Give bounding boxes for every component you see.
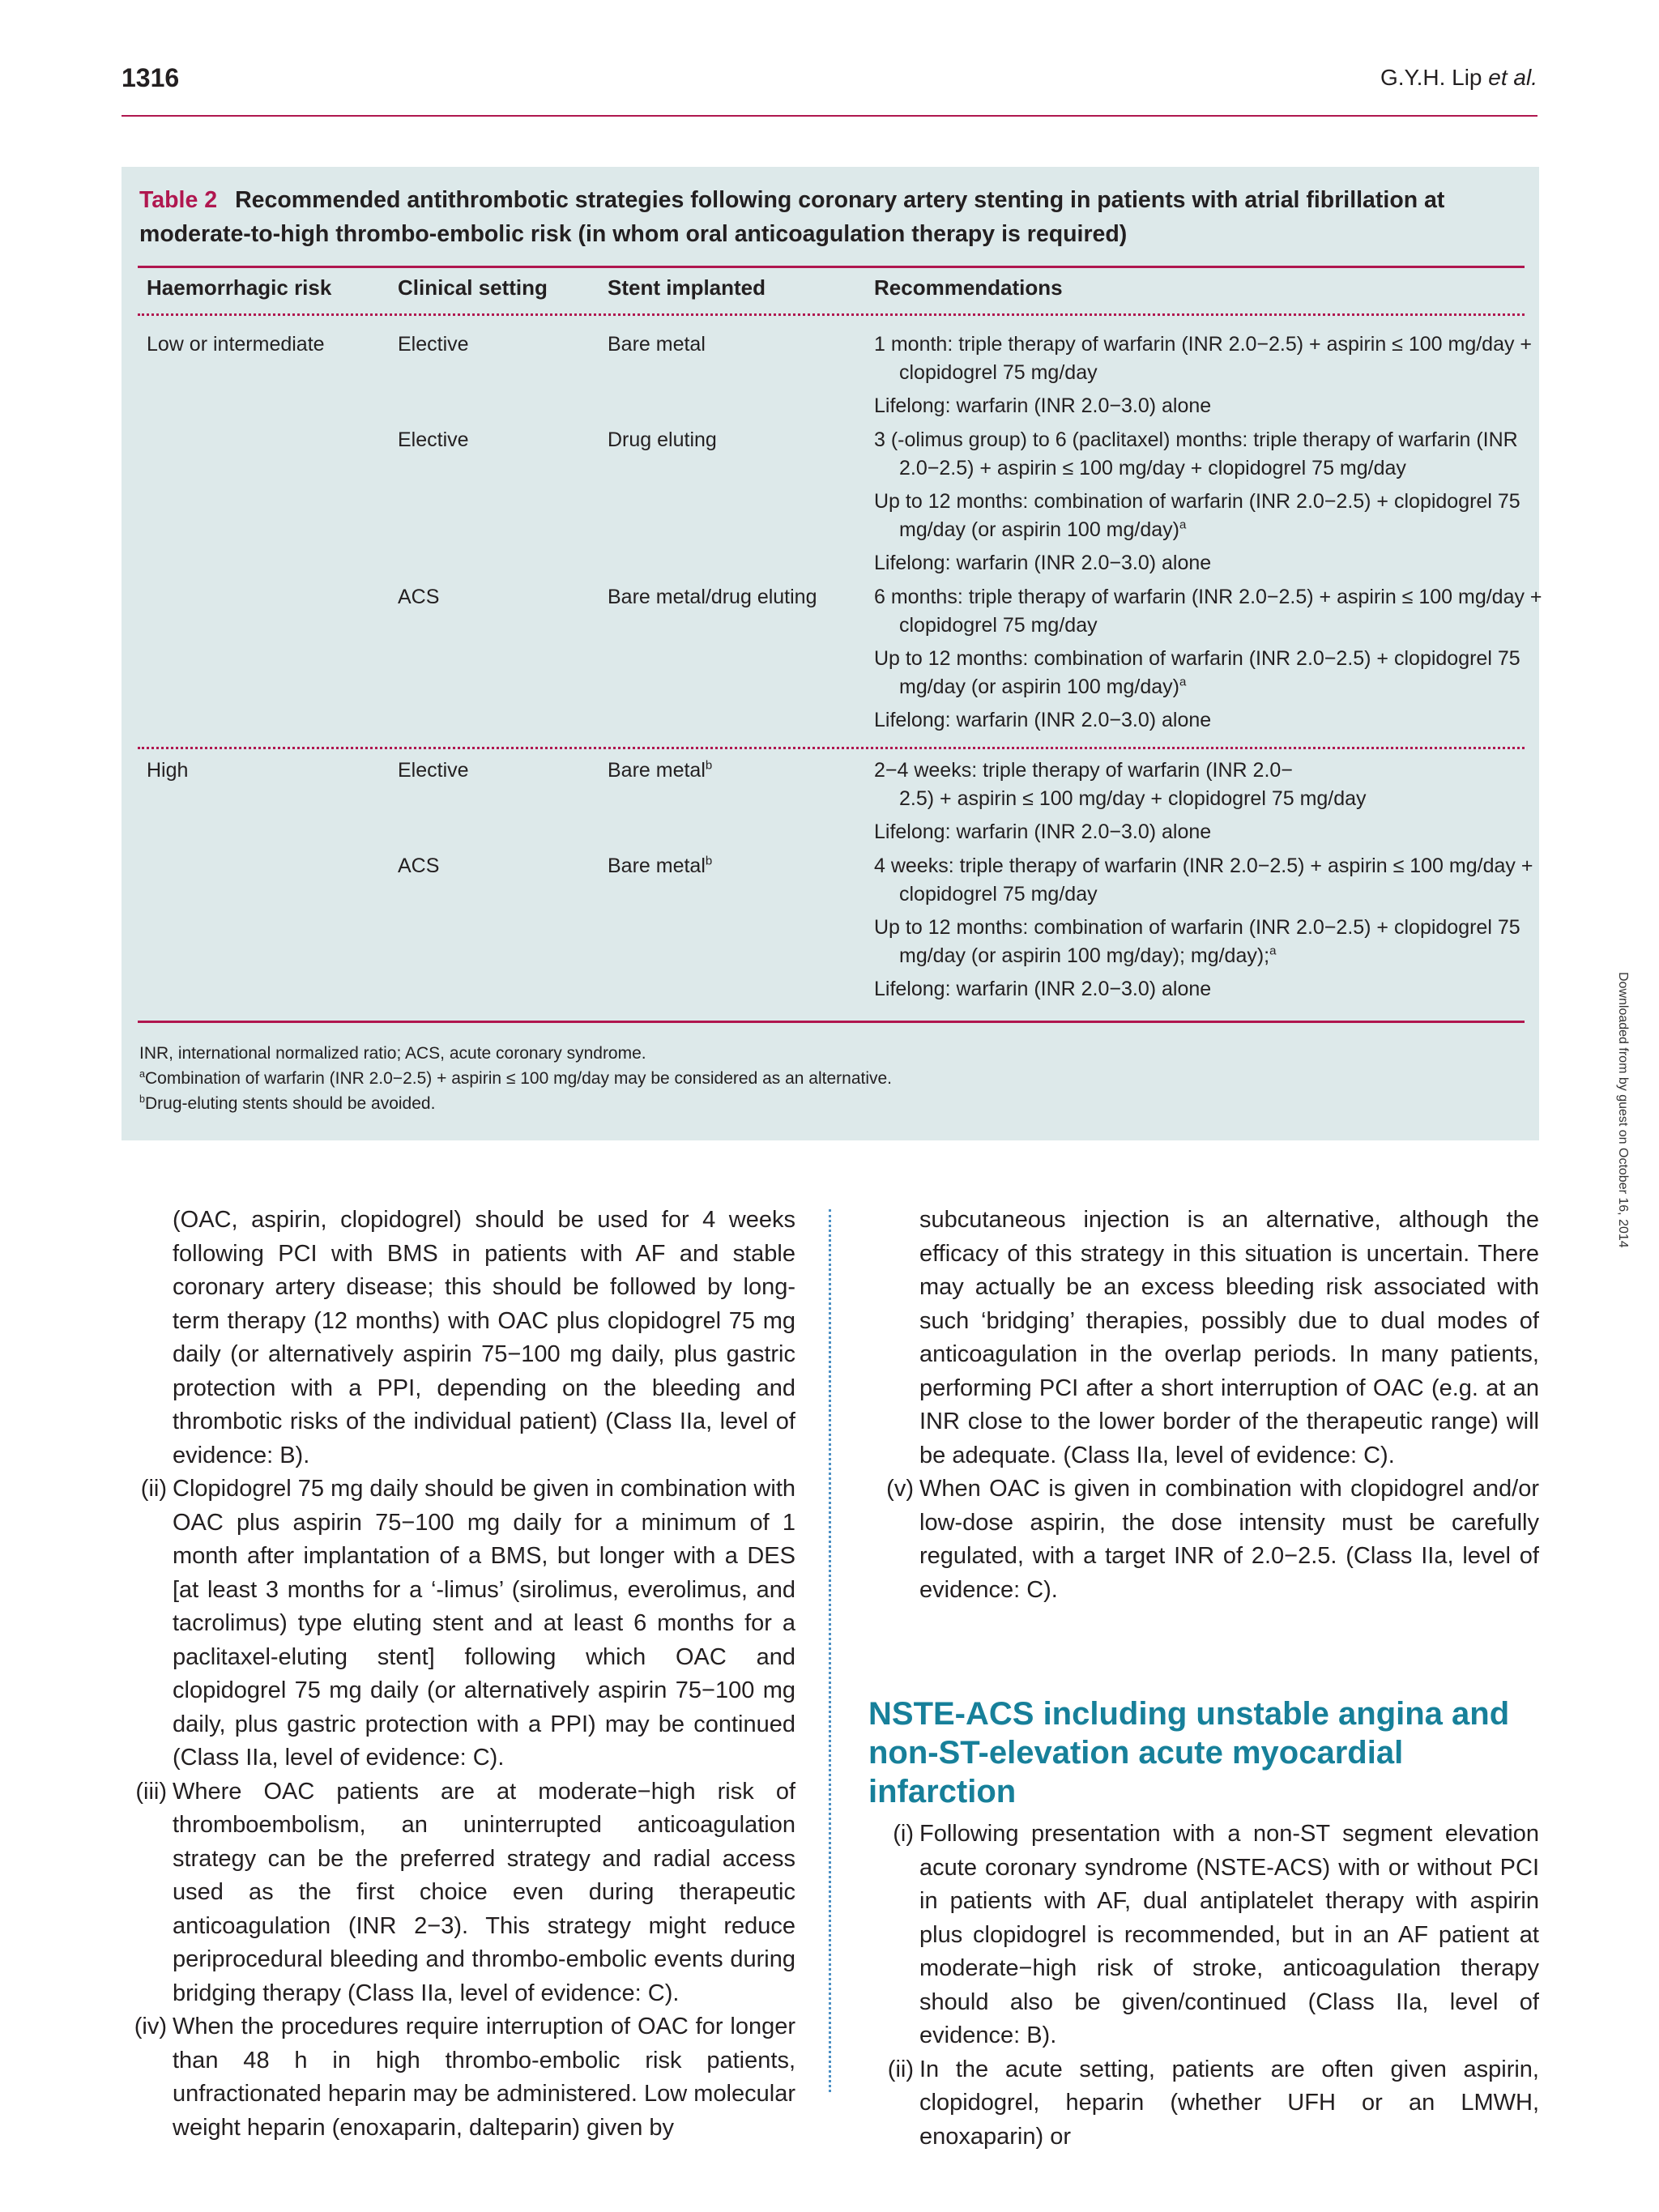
table-caption-text: Recommended antithrombotic strategies following coronary artery stenting in patients with atrial fibrillation at moderate-to-high thrombo-embolic risk (in whom oral anticoagulation therapy is required) bbox=[139, 187, 1445, 247]
table-footnote-abbreviations: INR, international normalized ratio; ACS, acute coronary syndrome. bbox=[139, 1044, 646, 1063]
table-cell-recommendation: 2−4 weeks: triple therapy of warfarin (INR 2.0− bbox=[874, 759, 1293, 782]
footnote-mark-b: b bbox=[705, 854, 713, 868]
list-item-text: Clopidogrel 75 mg daily should be given in combination with OAC plus aspirin 75−100 mg daily for a minimum of 1 month after implantation of a BMS, but longer with a DES [at least 3 months for a ‘-limus’ (sirolimus, everolimus, and tacrolimus) type eluting stent and at least 6 months for a paclitaxel-eluting stent] following which OAC and clopidogrel 75 mg daily (or alternatively aspirin 75−100 mg daily, plus gastric protection with a PPI) may be continued (Class IIa, level of evidence: C). bbox=[173, 1476, 795, 1771]
table-cell-setting: ACS bbox=[398, 855, 440, 877]
recommendation-text: Up to 12 months: combination of warfarin (INR 2.0−2.5) + clopidogrel 75 mg/day (or aspirin 100 mg/day) bbox=[874, 490, 1520, 541]
list-item-text: When OAC is given in combination with clopidogrel and/or low-dose aspirin, the dose intensity must be carefully regulated, with a target INR of 2.0−2.5. (Class IIa, level of evidence: C). bbox=[919, 1476, 1539, 1603]
table-header-setting: Clinical setting bbox=[398, 275, 548, 300]
list-number: (iv) bbox=[134, 2014, 167, 2039]
table-cell-setting: ACS bbox=[398, 586, 440, 608]
list-item bbox=[868, 1473, 1539, 1607]
table-cell-recommendation: 6 months: triple therapy of warfarin (INR 2.0−2.5) + aspirin ≤ 100 mg/day + clopidogrel 75 mg/day bbox=[874, 586, 1542, 637]
table-caption bbox=[139, 183, 1525, 251]
list-number: (ii) bbox=[887, 2056, 914, 2082]
list-item-text: In the acute setting, patients are often given aspirin, clopidogrel, heparin (whether UFH or an LMWH, enoxaparin) or bbox=[919, 2056, 1539, 2150]
table-cell-setting: Elective bbox=[398, 759, 469, 782]
footnote-mark-a: a bbox=[139, 1068, 146, 1080]
table-cell-recommendation bbox=[874, 488, 1547, 544]
recommendation-text: Up to 12 months: combination of warfarin (INR 2.0−2.5) + clopidogrel 75 mg/day (or aspirin 100 mg/day); mg/day); bbox=[874, 916, 1520, 967]
table-cell-setting: Elective bbox=[398, 333, 469, 356]
list-item bbox=[122, 1775, 795, 2011]
download-note: Downloaded from by guest on October 16, 2014 bbox=[1616, 972, 1630, 1248]
footnote-a-text: Combination of warfarin (INR 2.0−2.5) + aspirin ≤ 100 mg/day may be considered as an alternative. bbox=[145, 1069, 893, 1088]
table-cell-recommendation: Lifelong: warfarin (INR 2.0−3.0) alone bbox=[874, 394, 1212, 417]
table-cell-recommendation: Lifelong: warfarin (INR 2.0−3.0) alone bbox=[874, 552, 1212, 574]
running-head-authors bbox=[1380, 65, 1537, 91]
list-number: (v) bbox=[886, 1476, 914, 1502]
footnote-mark-b: b bbox=[139, 1093, 146, 1105]
table-cell-stent: Bare metal/drug eluting bbox=[608, 586, 817, 608]
table-group-divider bbox=[138, 747, 1525, 749]
list-item bbox=[868, 2053, 1539, 2154]
list-item-text: Where OAC patients are at moderate−high risk of thromboembolism, an uninterrupted anticoagulation strategy can be the preferred strategy and radial access used as the first choice even during therapeutic anticoagulation (INR 2−3). This strategy might reduce periprocedural bleeding and thrombo-embolic events during bridging therapy (Class IIa, level of evidence: C). bbox=[173, 1778, 795, 2006]
table-cell-stent bbox=[608, 757, 712, 785]
paragraph: subcutaneous injection is an alternative, although the efficacy of this strategy in this situation is uncertain. There may actually be an excess bleeding risk associated with such ‘bridging’ therapies, possibly due to dual modes of anticoagulation in the overlap periods. In many patients, performing PCI after a short interruption of OAC (e.g. at an INR close to the lower border of the therapeutic range) will be adequate. (Class IIa, level of evidence: C). bbox=[919, 1207, 1539, 1468]
list-number: (i) bbox=[893, 1821, 914, 1847]
table-label: Table 2 bbox=[139, 187, 218, 213]
paragraph: (OAC, aspirin, clopidogrel) should be used for 4 weeks following PCI with BMS in patients with AF and stable coronary artery disease; this should be followed by long-term therapy (12 months) with OAC plus clopidogrel 75 mg daily (or alternatively aspirin 75−100 mg daily, plus gastric protection with a PPI, depending on the bleeding and thrombotic risks of the individual patient) (Class IIa, level of evidence: B). bbox=[173, 1207, 795, 1468]
table-cell-recommendation: 1 month: triple therapy of warfarin (INR 2.0−2.5) + aspirin ≤ 100 mg/day + clopidogrel 75 mg/day bbox=[874, 333, 1533, 384]
table-2 bbox=[122, 167, 1542, 1140]
table-cell-stent: Bare metal bbox=[608, 333, 706, 356]
table-cell-recommendation: Lifelong: warfarin (INR 2.0−3.0) alone bbox=[874, 978, 1212, 1000]
list-item-text: When the procedures require interruption of OAC for longer than 48 h in high thrombo-embolic risk patients, unfractionated heparin may be administered. Low molecular weight heparin (enoxaparin, dalteparin) given by bbox=[173, 2014, 795, 2141]
table-footnote-b bbox=[139, 1092, 435, 1116]
page-number: 1316 bbox=[122, 63, 180, 92]
table-cell-setting: Elective bbox=[398, 428, 469, 451]
table-header-divider bbox=[138, 313, 1525, 316]
running-header bbox=[122, 63, 1537, 96]
table-cell-stent bbox=[608, 852, 712, 880]
stent-text: Bare metal bbox=[608, 759, 706, 782]
header-rule bbox=[122, 115, 1537, 117]
column-divider bbox=[829, 1209, 831, 2092]
table-cell-recommendation: Lifelong: warfarin (INR 2.0−3.0) alone bbox=[874, 820, 1212, 843]
table-bottom-rule bbox=[138, 1021, 1525, 1023]
left-column bbox=[122, 1204, 795, 2145]
stent-text: Bare metal bbox=[608, 855, 706, 877]
right-column bbox=[868, 1204, 1539, 2154]
table-cell-recommendation bbox=[874, 914, 1547, 970]
authors: G.Y.H. Lip bbox=[1380, 65, 1482, 90]
authors-suffix: et al. bbox=[1488, 65, 1537, 90]
footnote-b-text: Drug-eluting stents should be avoided. bbox=[145, 1094, 436, 1113]
table-cell-recommendation: Lifelong: warfarin (INR 2.0−3.0) alone bbox=[874, 709, 1212, 731]
footnote-mark-a: a bbox=[1179, 675, 1187, 689]
footnote-mark-a: a bbox=[1269, 944, 1277, 958]
table-cell-recommendation bbox=[874, 645, 1547, 701]
list-item bbox=[868, 1818, 1539, 2053]
table-cell-recommendation: 4 weeks: triple therapy of warfarin (INR 2.0−2.5) + aspirin ≤ 100 mg/day + clopidogrel 75 mg/day bbox=[874, 855, 1533, 906]
list-item-text: Following presentation with a non-ST segment elevation acute coronary syndrome (NSTE-ACS) with or without PCI in patients with AF, dual antiplatelet therapy with aspirin plus clopidogrel is recommended, but in an AF patient at moderate−high risk of stroke, anticoagulation therapy should also be given/continued (Class IIa, level of evidence: B). bbox=[919, 1821, 1539, 2048]
table-header-recommendations: Recommendations bbox=[874, 275, 1063, 300]
table-cell-risk: Low or intermediate bbox=[147, 333, 325, 356]
recommendation-text: Up to 12 months: combination of warfarin (INR 2.0−2.5) + clopidogrel 75 mg/day (or aspirin 100 mg/day) bbox=[874, 647, 1520, 698]
table-cell-recommendation: 3 (-olimus group) to 6 (paclitaxel) months: triple therapy of warfarin (INR 2.0−2.5) + aspirin ≤ 100 mg/day + clopidogrel 75 mg/day bbox=[874, 428, 1518, 479]
list-number: (iii) bbox=[135, 1778, 167, 1805]
table-cell-recommendation: 2.5) + aspirin ≤ 100 mg/day + clopidogrel 75 mg/day bbox=[899, 787, 1367, 810]
list-item bbox=[122, 1473, 795, 1775]
table-header-risk: Haemorrhagic risk bbox=[147, 275, 332, 300]
footnote-mark-b: b bbox=[705, 758, 713, 773]
section-heading: NSTE-ACS including unstable angina and non-ST-elevation acute myocardial infarction bbox=[868, 1696, 1510, 1809]
table-cell-risk: High bbox=[147, 759, 189, 782]
table-header-stent: Stent implanted bbox=[608, 275, 766, 300]
list-item bbox=[122, 2010, 795, 2145]
table-footnote-a bbox=[139, 1067, 892, 1091]
footnote-mark-a: a bbox=[1179, 518, 1187, 532]
table-top-rule bbox=[138, 266, 1525, 268]
table-cell-stent: Drug eluting bbox=[608, 428, 717, 451]
list-number: (ii) bbox=[140, 1476, 167, 1502]
